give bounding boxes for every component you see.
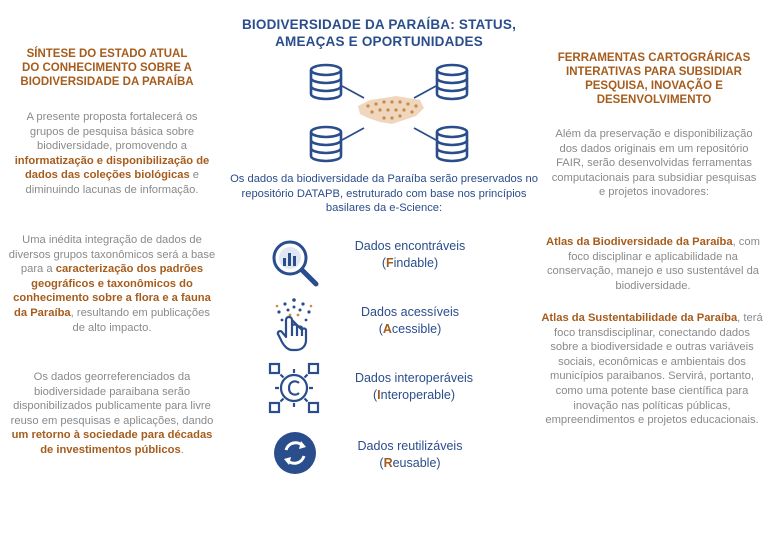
left-heading [12,47,202,89]
fair-item-accessible: Dados acessíveis (Acessible) [361,305,459,336]
right-paragraph-3: Atlas da Sustentabilidade da Paraíba, terá foco transdisciplinar, conectando dados sobre a biodiversidade e outras variáveis sociais, econômicas e ambientais dos municípios paraibanos. Servirá, portanto, como uma potente base científica para inovação nas políticas públicas, empreendimentos e projetos educacionais. [541,312,763,427]
center-intro-text: Os dados da biodiversidade da Paraíba serão preservados no repositório DATAPB, estruturado com base nos princípios basilares da e-Science: [230,173,538,215]
title-line-1: BIODIVERSIDADE DA PARAÍBA: STATUS, [241,17,517,32]
right-heading-line: PESQUISA, INOVAÇÃO E [585,80,723,92]
left-paragraph-2: Uma inédita integração de dados de diversos grupos taxonômicos será a base para a caracterização dos padrões geográficos e taxonômicos do conhecimento sobre a flora e a fauna da Paraíba, resultando em publicações de alto impacto. [8,234,216,334]
right-heading-line: DESENVOLVIMENTO [596,94,712,106]
right-paragraph-2: Atlas da Biodiversidade da Paraíba, com foco disciplinar e aplicabilidade na conservação, manejo e uso sustentável da biodiversidade. [546,236,760,292]
right-heading [548,51,760,107]
paraiba-map-icon [358,96,424,124]
recycle-icon [272,430,318,476]
fair-item-interoperable: Dados interoperáveis (Interoperable) [354,371,474,402]
left-heading-line: SÍNTESE DO ESTADO ATUAL [26,48,188,60]
gear-interop-icon [266,360,322,416]
left-paragraph-1: A presente proposta fortalecerá os grupos de pesquisa básica sobre biodiversidade, promovendo a informatização e disponibilização de dados das coleções biológicas e diminuindo lacunas de informação. [14,111,210,196]
fair-item-reusable: Dados reutilizáveis (Reusable) [357,439,463,470]
title-line-2: AMEAÇAS E OPORTUNIDADES [275,34,483,49]
left-paragraph-3: Os dados georreferenciados da biodiversidade paraibana serão disponibilizados publicamente para livre reuso em pesquisas e aplicações, dando um retorno à sociedade para décadas de investimentos públicos. [10,371,214,456]
left-heading-line: BIODIVERSIDADE DA PARAÍBA [20,76,194,88]
right-heading-line: FERRAMENTAS CARTOGRÁRICAS [557,52,751,64]
right-paragraph-1: Além da preservação e disponibilização dos dados originais em um repositório FAIR, serão desenvolvidas ferramentas computacionais para subsidiar pesquisas e projetos inovadores: [551,128,757,199]
left-heading-line: DO CONHECIMENTO SOBRE A [22,62,192,74]
database-network-illustration [296,62,482,168]
search-chart-icon [268,236,322,290]
fair-item-findable: Dados encontráveis (Findable) [354,239,466,270]
right-heading-line: INTERATIVAS PARA SUBSIDIAR [566,66,742,78]
touch-access-icon [268,296,320,352]
page-title [220,16,538,50]
